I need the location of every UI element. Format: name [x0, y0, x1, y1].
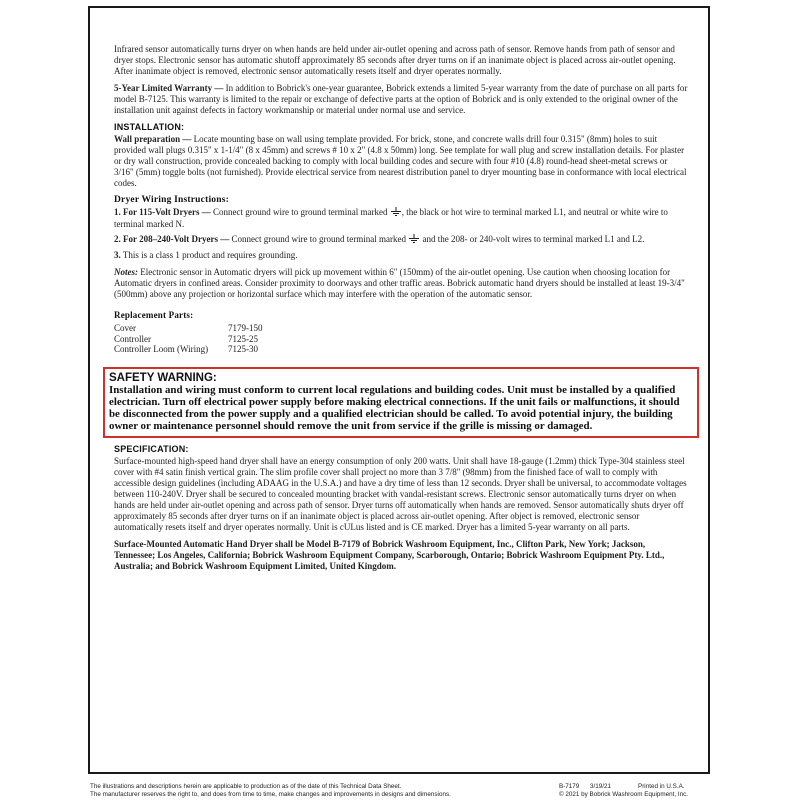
wiring-item-115v: [114, 207, 688, 230]
part-name: Cover: [114, 323, 136, 333]
wiring-item-115v-text-b: , the black or hot wire to terminal marked L1, and neutral or white wire to terminal marked N.: [114, 207, 668, 229]
footer-disclaimer: [90, 783, 520, 799]
safety-warning-title: SAFETY WARNING:: [109, 371, 217, 384]
specification-heading: SPECIFICATION:: [114, 444, 189, 455]
wall-preparation-lead: Wall preparation —: [114, 134, 192, 144]
replacement-parts-heading: Replacement Parts:: [114, 310, 194, 320]
wiring-item-208v-text-b: and the 208- or 240-volt wires to terminal marked L1 and L2.: [420, 234, 645, 244]
ground-symbol-icon: [390, 207, 402, 219]
wall-preparation-paragraph: [114, 134, 688, 189]
notes-lead: Notes:: [114, 267, 138, 277]
notes-text: Electronic sensor in Automatic dryers will pick up movement within 6" (150mm) of the air-outlet opening. Use caution when choosing location for Automatic dryers in confined areas. Consider proximity to doorways and other traffic areas. Bobrick automatic hand dryers should be installed at least 19-3/4" (500mm) above any projection or horizontal surface which may interfere with the operation of the automatic sensor.: [114, 267, 685, 299]
footer-disclaimer-line: The illustrations and descriptions herein are applicable to production as of the date of this Technical Data Sheet.: [90, 783, 402, 790]
warranty-text: In addition to Bobrick's one-year guarantee, Bobrick extends a limited 5-year warranty from the date of purchase on all parts for model B-7125. This warranty is limited to the repair or exchange of defective parts at the option of Bobrick and is only extended to the original owner of the installation unit against defects in factory workmanship or material under normal use and service.: [114, 83, 688, 115]
footer-model: B-7179: [559, 783, 580, 790]
safety-warning-text: Installation and wiring must conform to current local regulations and building codes. Unit must be installed by a qualified electrician. Turn off electrical power supply before making electrical connections. If the unit fails or malfunctions, it should be disconnected from the power supply and a qualified electrician should be called. To avoid potential injury, the building owner or maintenance personnel should remove the unit from service if the grille is missing or damaged.: [109, 383, 680, 433]
replacement-parts-list: [114, 323, 688, 355]
warranty-paragraph: [114, 83, 688, 116]
intro-paragraph: Infrared sensor automatically turns dryer on when hands are held under air-outlet opening and across path of sensor. Remove hands from path of sensor and dryer stops. Electronic sensor has automatic shutoff approximately 85 seconds after dryer turns on if an inanimate object is placed across air-outlet opening. After inanimate object is removed, electronic sensor automatically resets itself and dryer operates normally.: [114, 44, 676, 76]
part-name: Controller Loom (Wiring): [114, 344, 209, 354]
wiring-item-grounding-text: This is a class 1 product and requires grounding.: [120, 250, 298, 260]
part-number: 7179-150: [228, 323, 263, 333]
wiring-item-grounding-lead: 3.: [114, 250, 121, 260]
part-number: 7125-30: [228, 344, 258, 354]
part-name: Controller: [114, 333, 151, 344]
part-number: 7125-25: [228, 333, 258, 344]
wiring-heading: Dryer Wiring Instructions:: [114, 195, 229, 205]
installation-heading: INSTALLATION:: [114, 122, 185, 132]
footer-disclaimer-line: The manufacturer reserves the right to, and does from time to time, make changes and improvements in designs and dimensions.: [90, 791, 451, 798]
wall-preparation-text: Locate mounting base on wall using template provided. For brick, stone, and concrete walls drill four 0.315" (8mm) holes to suit provided wall plugs 0.315" x 1-1/4" (8 x 45mm) and screws # 10 x 2" (4.8 x 50mm) long. See template for wall plug and screw installation details. For plaster or dry wall construction, provide concealed backing to comply with local building codes and secure with four #10 (4.8) round-head sheet-metal screws or 3/16" (5mm) toggle bolts (not furnished). Provide electrical service from nearest distribution panel to dryer mounting base in conformance with local electrical codes.: [114, 134, 687, 188]
footer-printed: Printed in U.S.A.: [638, 783, 685, 790]
wiring-item-115v-text-a: Connect ground wire to ground terminal marked: [210, 207, 390, 217]
technical-data-sheet: [88, 6, 710, 774]
parts-row: [114, 323, 688, 334]
wiring-item-115v-lead: 1. For 115-Volt Dryers —: [114, 207, 211, 217]
parts-row: [114, 334, 688, 345]
warranty-lead: 5-Year Limited Warranty —: [114, 83, 224, 93]
footer-date: 3/19/21: [590, 783, 612, 790]
footer-info: [559, 783, 719, 799]
ground-symbol-icon: [408, 234, 420, 246]
safety-warning-box: [103, 367, 699, 439]
footer-copyright: © 2021 by Bobrick Washroom Equipment, Inc.: [559, 791, 689, 798]
notes-paragraph: [114, 267, 688, 300]
specification-paragraph: Surface-mounted high-speed hand dryer shall have an energy consumption of only 200 watts. Unit shall have 18-gauge (1.2mm) thick Type-304 stainless steel cover with #4 satin finish vertical grain. The slim profile cover shall project no more than 3 7/8" (98mm) from the finished face of wall to comply with accessible design guidelines (including ADAAG in the U.S.A.) and have a dry time of less than 12 seconds. Dryer shall be universal, to accommodate voltages between 110-240V. Dryer shall be secured to concealed mounting bracket with vandal-resistant screws. Electronic sensor automatically turns dryer on when hands are held under air-outlet opening and across path of sensor. Dryer turns off automatically when hands are removed. Sensor automatically shuts dryer off approximately 85 seconds after dryer turns on if an inanimate object is placed across air-outlet opening. After object is removed, electronic sensor automatically resets itself and dryer operates normally. Unit is cULus listed and is CE marked. Dryer has a limited 5-year warranty on all parts.: [114, 456, 687, 533]
wiring-item-208v: [114, 234, 688, 246]
footer-info-row: [559, 783, 719, 791]
wiring-item-208v-lead: 2. For 208–240-Volt Dryers —: [114, 234, 230, 244]
parts-row: [114, 344, 688, 355]
wiring-item-208v-text-a: Connect ground wire to ground terminal marked: [229, 234, 409, 244]
specification-closing: Surface-Mounted Automatic Hand Dryer shall be Model B-7179 of Bobrick Washroom Equipment, Inc., Clifton Park, New York; Jackson, Tennessee; Los Angeles, California; Bobrick Washroom Equipment Company, Scarborough, Ontario; Bobrick Washroom Equipment Pty. Ltd., Australia; and Bobrick Washroom Equipment Limited, United Kingdom.: [114, 539, 665, 572]
wiring-item-grounding: [114, 250, 688, 261]
sheet-content: [109, 44, 688, 572]
